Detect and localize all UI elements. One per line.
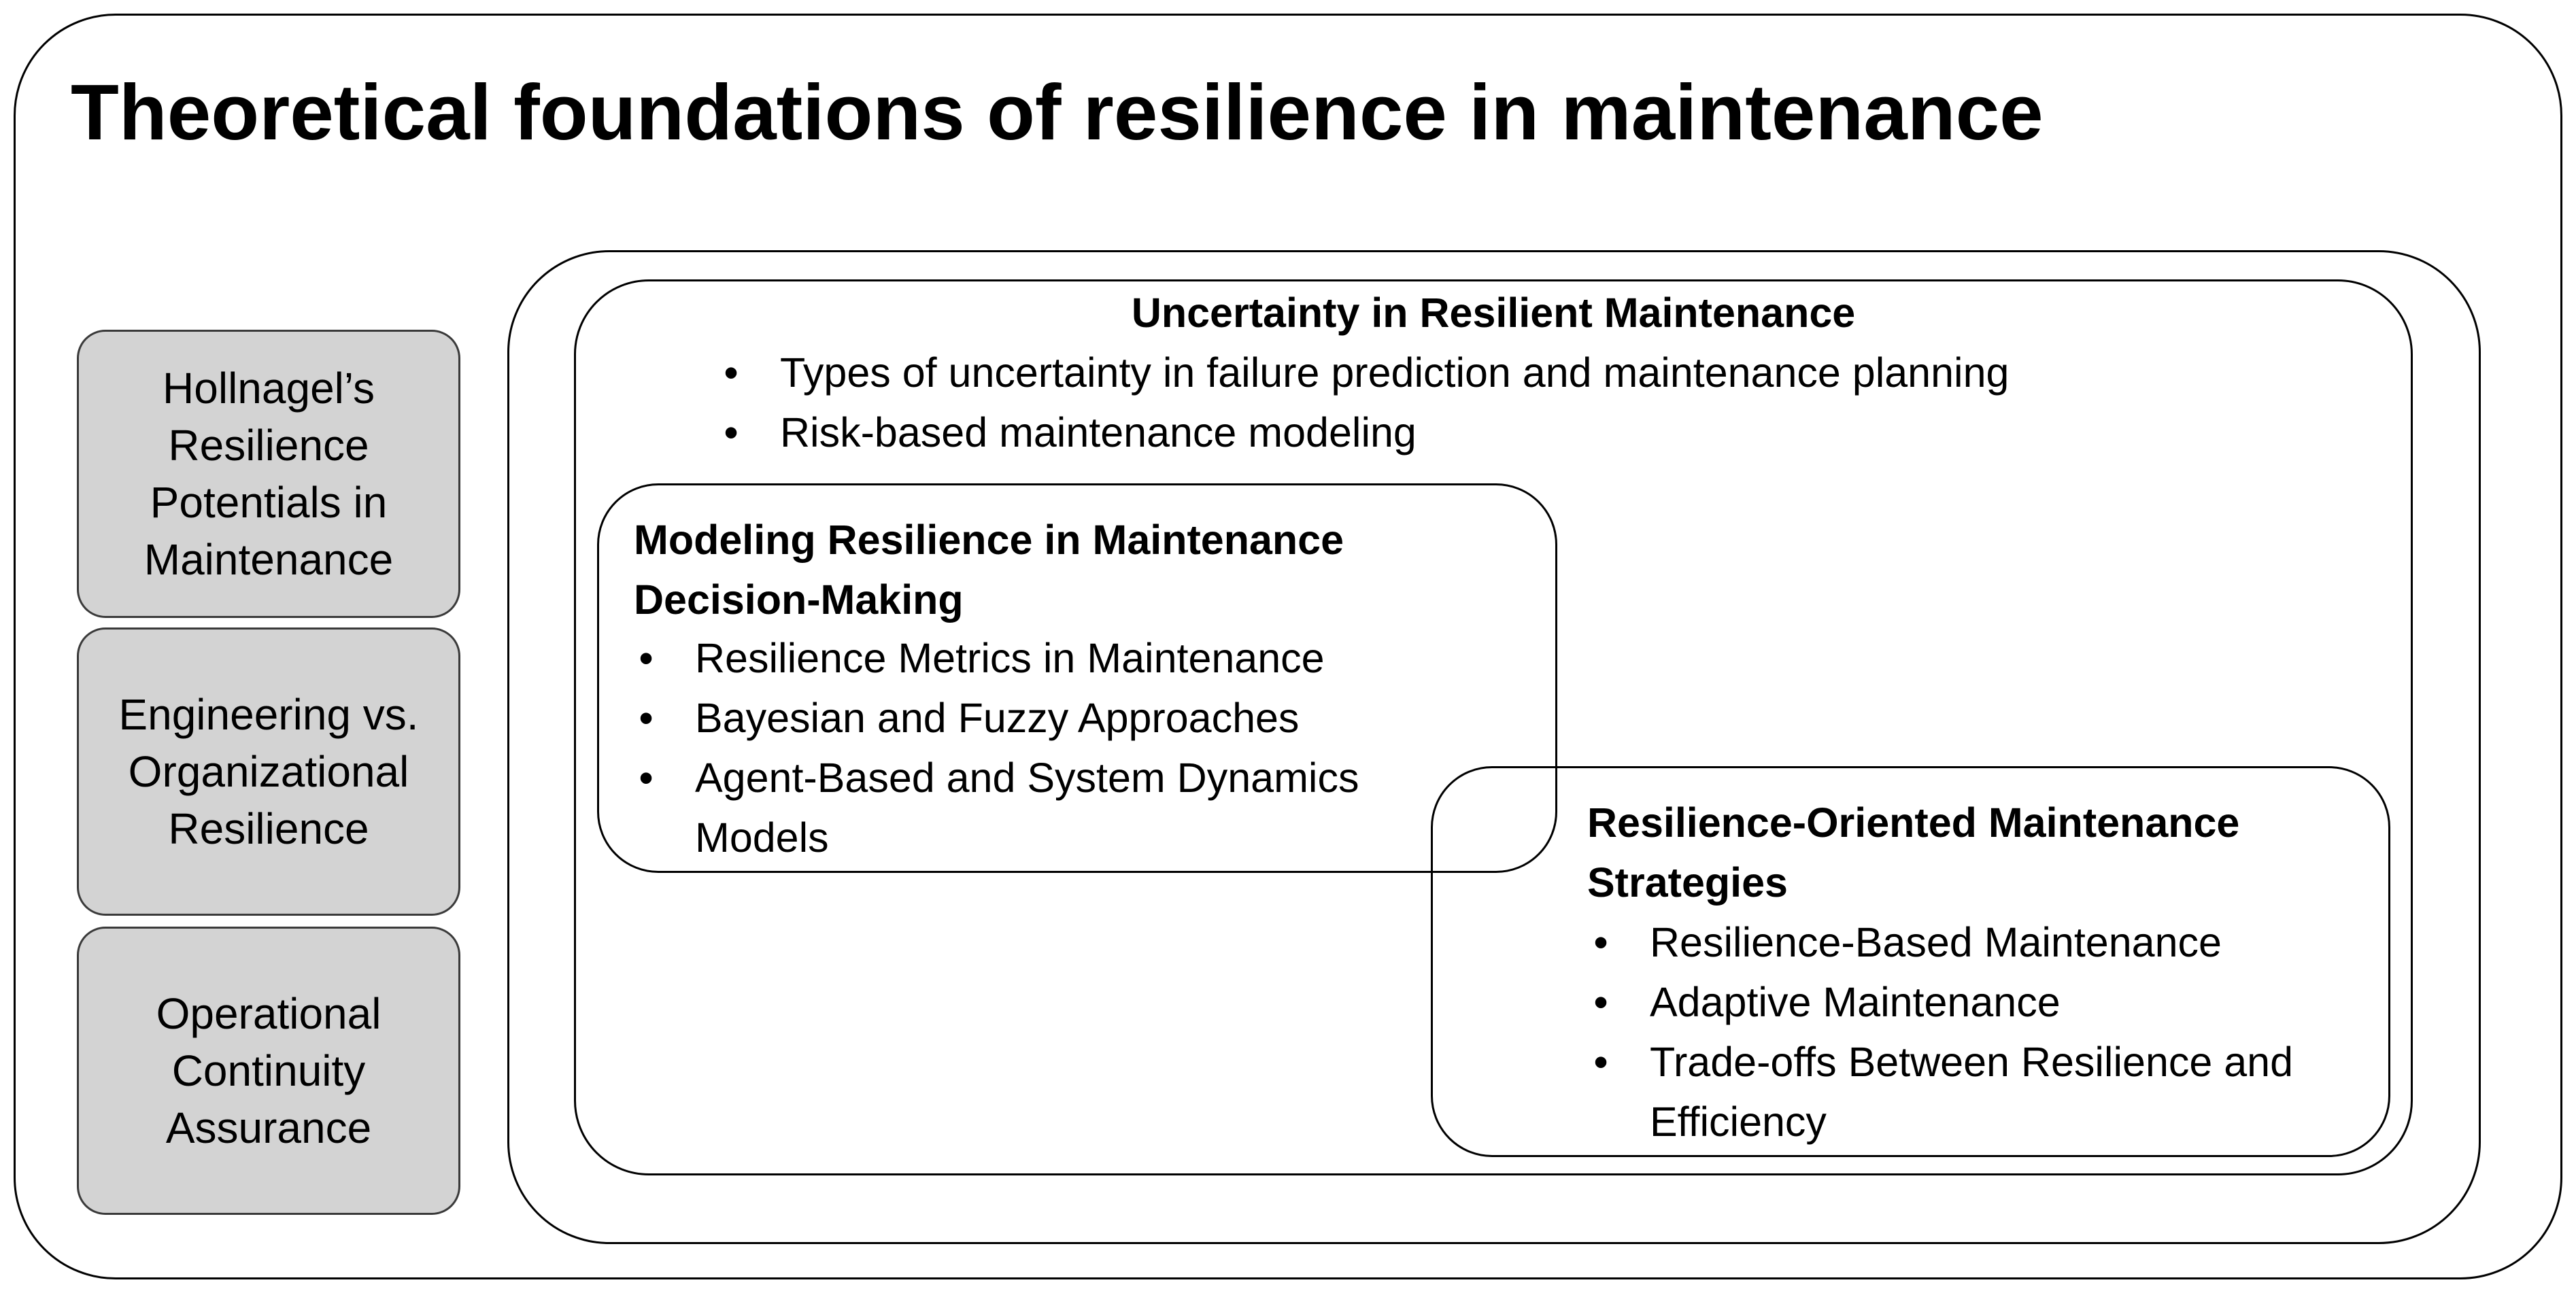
modeling-heading: Modeling Resilience in Maintenance Decision-Making	[634, 517, 1344, 623]
side-box-label: Operational Continuity Assurance	[156, 989, 382, 1152]
diagram-title: Theoretical foundations of resilience in maintenance	[71, 68, 2044, 156]
list-item-text: Types of uncertainty in failure prediction and maintenance planning	[780, 349, 2010, 396]
side-box-resilience-potentials	[77, 330, 460, 618]
list-item	[632, 748, 1408, 867]
list-item-text: Adaptive Maintenance	[1650, 979, 2061, 1025]
modeling-list	[632, 628, 1408, 867]
list-item	[1587, 972, 2376, 1032]
bullet-icon: •	[639, 635, 654, 681]
bullet-icon: •	[1593, 1039, 1608, 1085]
uncertainty-list	[717, 343, 2282, 462]
list-item	[632, 628, 1408, 688]
bullet-icon: •	[1593, 979, 1608, 1025]
side-box-engineering-vs-organizational	[77, 627, 460, 916]
bullet-icon: •	[724, 349, 739, 396]
list-item-text: Trade-offs Between Resilience and Efficiency	[1650, 1039, 2294, 1145]
bullet-icon: •	[639, 695, 654, 741]
bullet-icon: •	[639, 755, 654, 801]
uncertainty-heading: Uncertainty in Resilient Maintenance	[1131, 290, 1856, 336]
list-item-text: Resilience-Based Maintenance	[1650, 919, 2222, 965]
bullet-icon: •	[1593, 919, 1608, 965]
bullet-icon: •	[724, 409, 739, 455]
list-item	[1587, 1032, 2376, 1152]
list-item-text: Risk-based maintenance modeling	[780, 409, 1417, 455]
list-item-text: Bayesian and Fuzzy Approaches	[695, 695, 1300, 741]
strategies-list	[1587, 912, 2376, 1152]
list-item	[632, 688, 1408, 748]
list-item-text: Resilience Metrics in Maintenance	[695, 635, 1325, 681]
list-item	[717, 343, 2282, 402]
strategies-heading: Resilience-Oriented Maintenance Strategies	[1587, 799, 2240, 906]
list-item	[1587, 912, 2376, 972]
list-item	[717, 402, 2282, 462]
side-box-operational-continuity	[77, 927, 460, 1215]
side-box-label: Engineering vs. Organizational Resilience	[118, 690, 419, 853]
side-box-label: Hollnagel’s Resilience Potentials in Maintenance	[143, 364, 394, 584]
list-item-text: Agent-Based and System Dynamics Models	[695, 755, 1359, 861]
